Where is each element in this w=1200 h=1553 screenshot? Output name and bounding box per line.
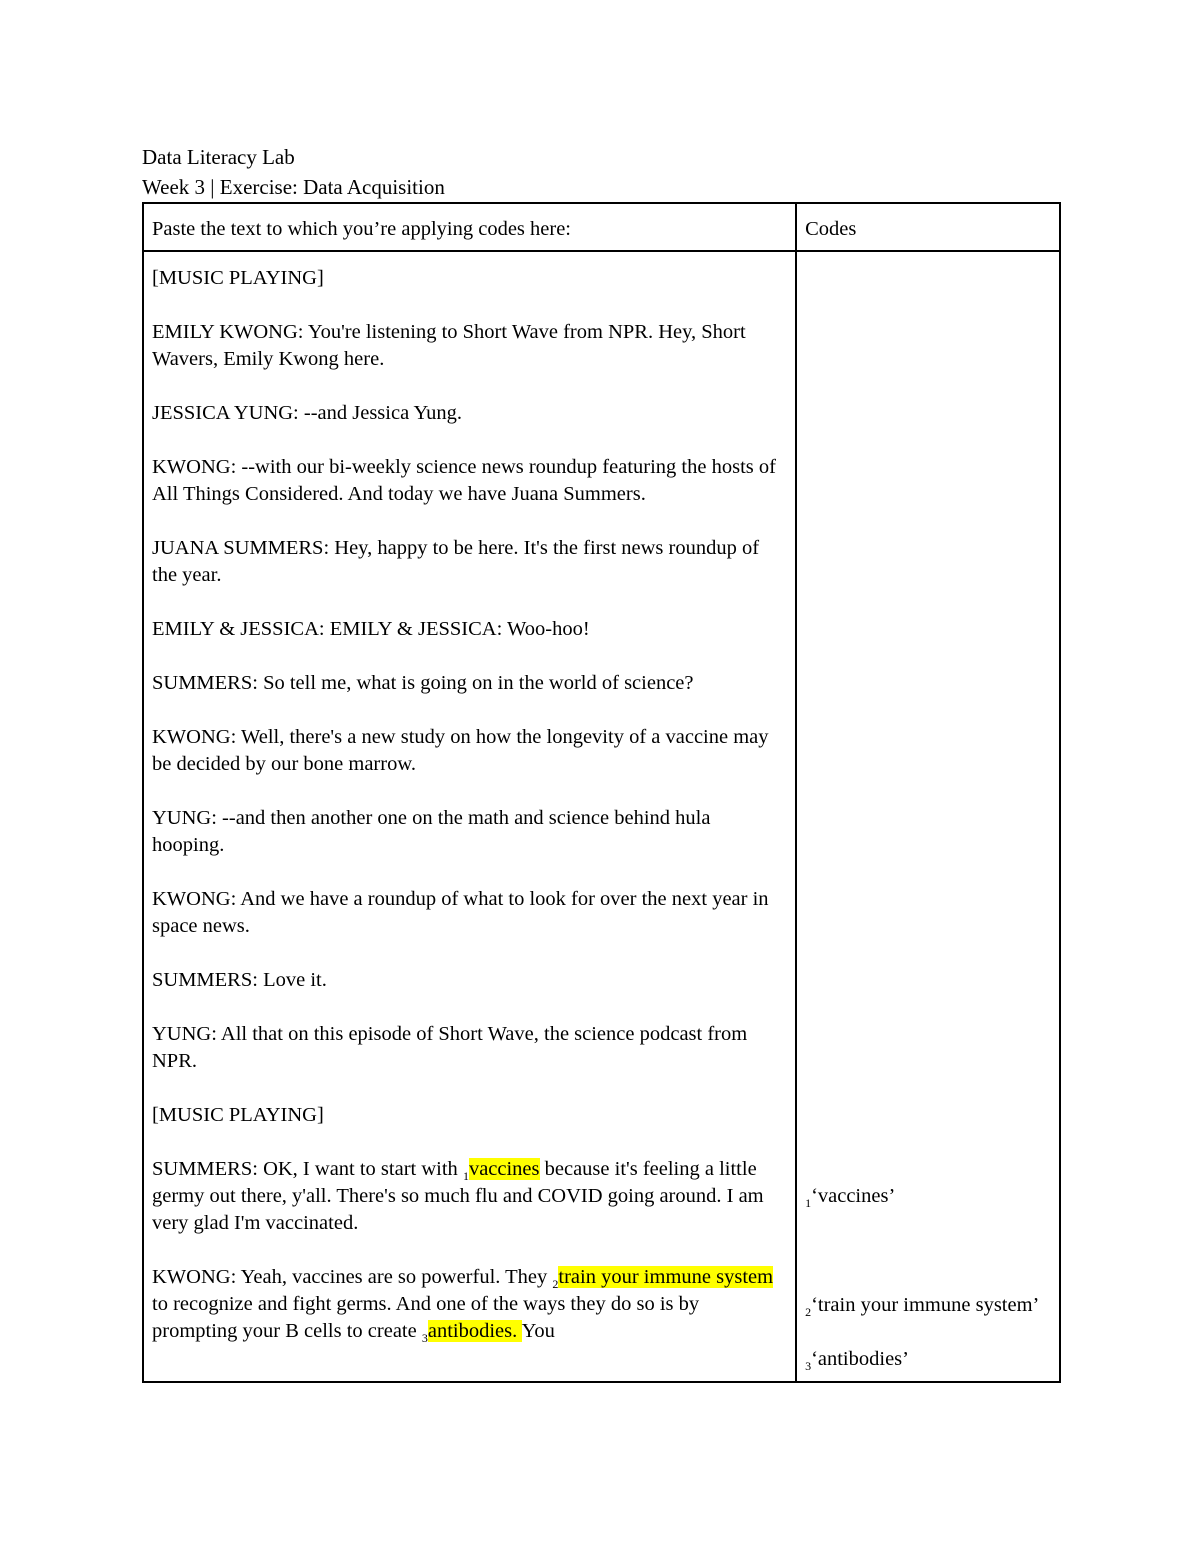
text-column-header-label: Paste the text to which you’re applying codes here: bbox=[152, 218, 571, 240]
text-column-header bbox=[143, 203, 796, 251]
code-label: ‘vaccines’ bbox=[811, 1185, 896, 1207]
code-entry bbox=[805, 1346, 1051, 1373]
transcript-paragraph: KWONG: And we have a roundup of what to look for over the next year in space news. bbox=[152, 888, 769, 937]
transcript-paragraph: EMILY & JESSICA: EMILY & JESSICA: Woo-hoo! bbox=[152, 618, 590, 640]
transcript-paragraph: YUNG: --and then another one on the math and science behind hula hooping. bbox=[152, 807, 711, 856]
transcript-cell bbox=[143, 251, 796, 1382]
codes-cell bbox=[796, 251, 1060, 1382]
paragraph-text: SUMMERS: OK, I want to start with bbox=[152, 1158, 463, 1180]
highlighted-phrase: train your immune system bbox=[558, 1266, 774, 1288]
code-entry bbox=[805, 1183, 1051, 1210]
transcript-paragraph-coded-2 bbox=[152, 1264, 787, 1345]
transcript-paragraph: JESSICA YUNG: --and Jessica Yung. bbox=[152, 402, 462, 424]
highlighted-phrase: antibodies. bbox=[427, 1320, 522, 1342]
transcript-paragraph: KWONG: Well, there's a new study on how the longevity of a vaccine may be decided by our bone marrow. bbox=[152, 726, 769, 775]
paragraph-text: KWONG: Yeah, vaccines are so powerful. They bbox=[152, 1266, 553, 1288]
code-label: ‘antibodies’ bbox=[811, 1348, 909, 1370]
transcript-paragraph: KWONG: --with our bi-weekly science news roundup featuring the hosts of All Things Considered. And today we have Juana Summers. bbox=[152, 456, 776, 505]
code-number-marker: 3 bbox=[421, 1331, 428, 1345]
table-header-row bbox=[143, 203, 1060, 251]
transcript-paragraph: SUMMERS: Love it. bbox=[152, 969, 327, 991]
codes-column-header-label: Codes bbox=[805, 218, 857, 240]
paragraph-text: to recognize and fight germs. And one of the ways they do so is by prompting your B cells to create bbox=[152, 1293, 700, 1342]
transcript-paragraph: [MUSIC PLAYING] bbox=[152, 267, 324, 289]
coding-table bbox=[142, 202, 1061, 1383]
document-subtitle: Week 3 | Exercise: Data Acquisition bbox=[142, 175, 445, 199]
transcript-paragraph: [MUSIC PLAYING] bbox=[152, 1104, 324, 1126]
transcript-paragraph-coded-1 bbox=[152, 1156, 787, 1237]
code-label: ‘train your immune system’ bbox=[811, 1294, 1040, 1316]
code-number-marker: 2 bbox=[552, 1277, 559, 1291]
highlighted-phrase: vaccines bbox=[468, 1158, 540, 1180]
table-body-row bbox=[143, 251, 1060, 1382]
transcript-paragraph: JUANA SUMMERS: Hey, happy to be here. It's the first news roundup of the year. bbox=[152, 537, 760, 586]
document-title: Data Literacy Lab bbox=[142, 145, 295, 169]
code-number: 2 bbox=[805, 1305, 812, 1319]
paragraph-text: You bbox=[521, 1320, 555, 1342]
transcript-paragraph: SUMMERS: So tell me, what is going on in the world of science? bbox=[152, 672, 694, 694]
transcript-paragraph: YUNG: All that on this episode of Short Wave, the science podcast from NPR. bbox=[152, 1023, 748, 1072]
code-number-marker: 1 bbox=[462, 1169, 469, 1183]
code-number: 3 bbox=[805, 1359, 812, 1373]
paragraph-text: because it's feeling a little germy out there, y'all. There's so much flu and COVID going around. I am very glad I'm vaccinated. bbox=[152, 1158, 764, 1234]
codes-column-header bbox=[796, 203, 1060, 251]
code-number: 1 bbox=[805, 1196, 812, 1210]
transcript-paragraph: EMILY KWONG: You're listening to Short Wave from NPR. Hey, Short Wavers, Emily Kwong here. bbox=[152, 321, 746, 370]
code-entry bbox=[805, 1292, 1051, 1319]
